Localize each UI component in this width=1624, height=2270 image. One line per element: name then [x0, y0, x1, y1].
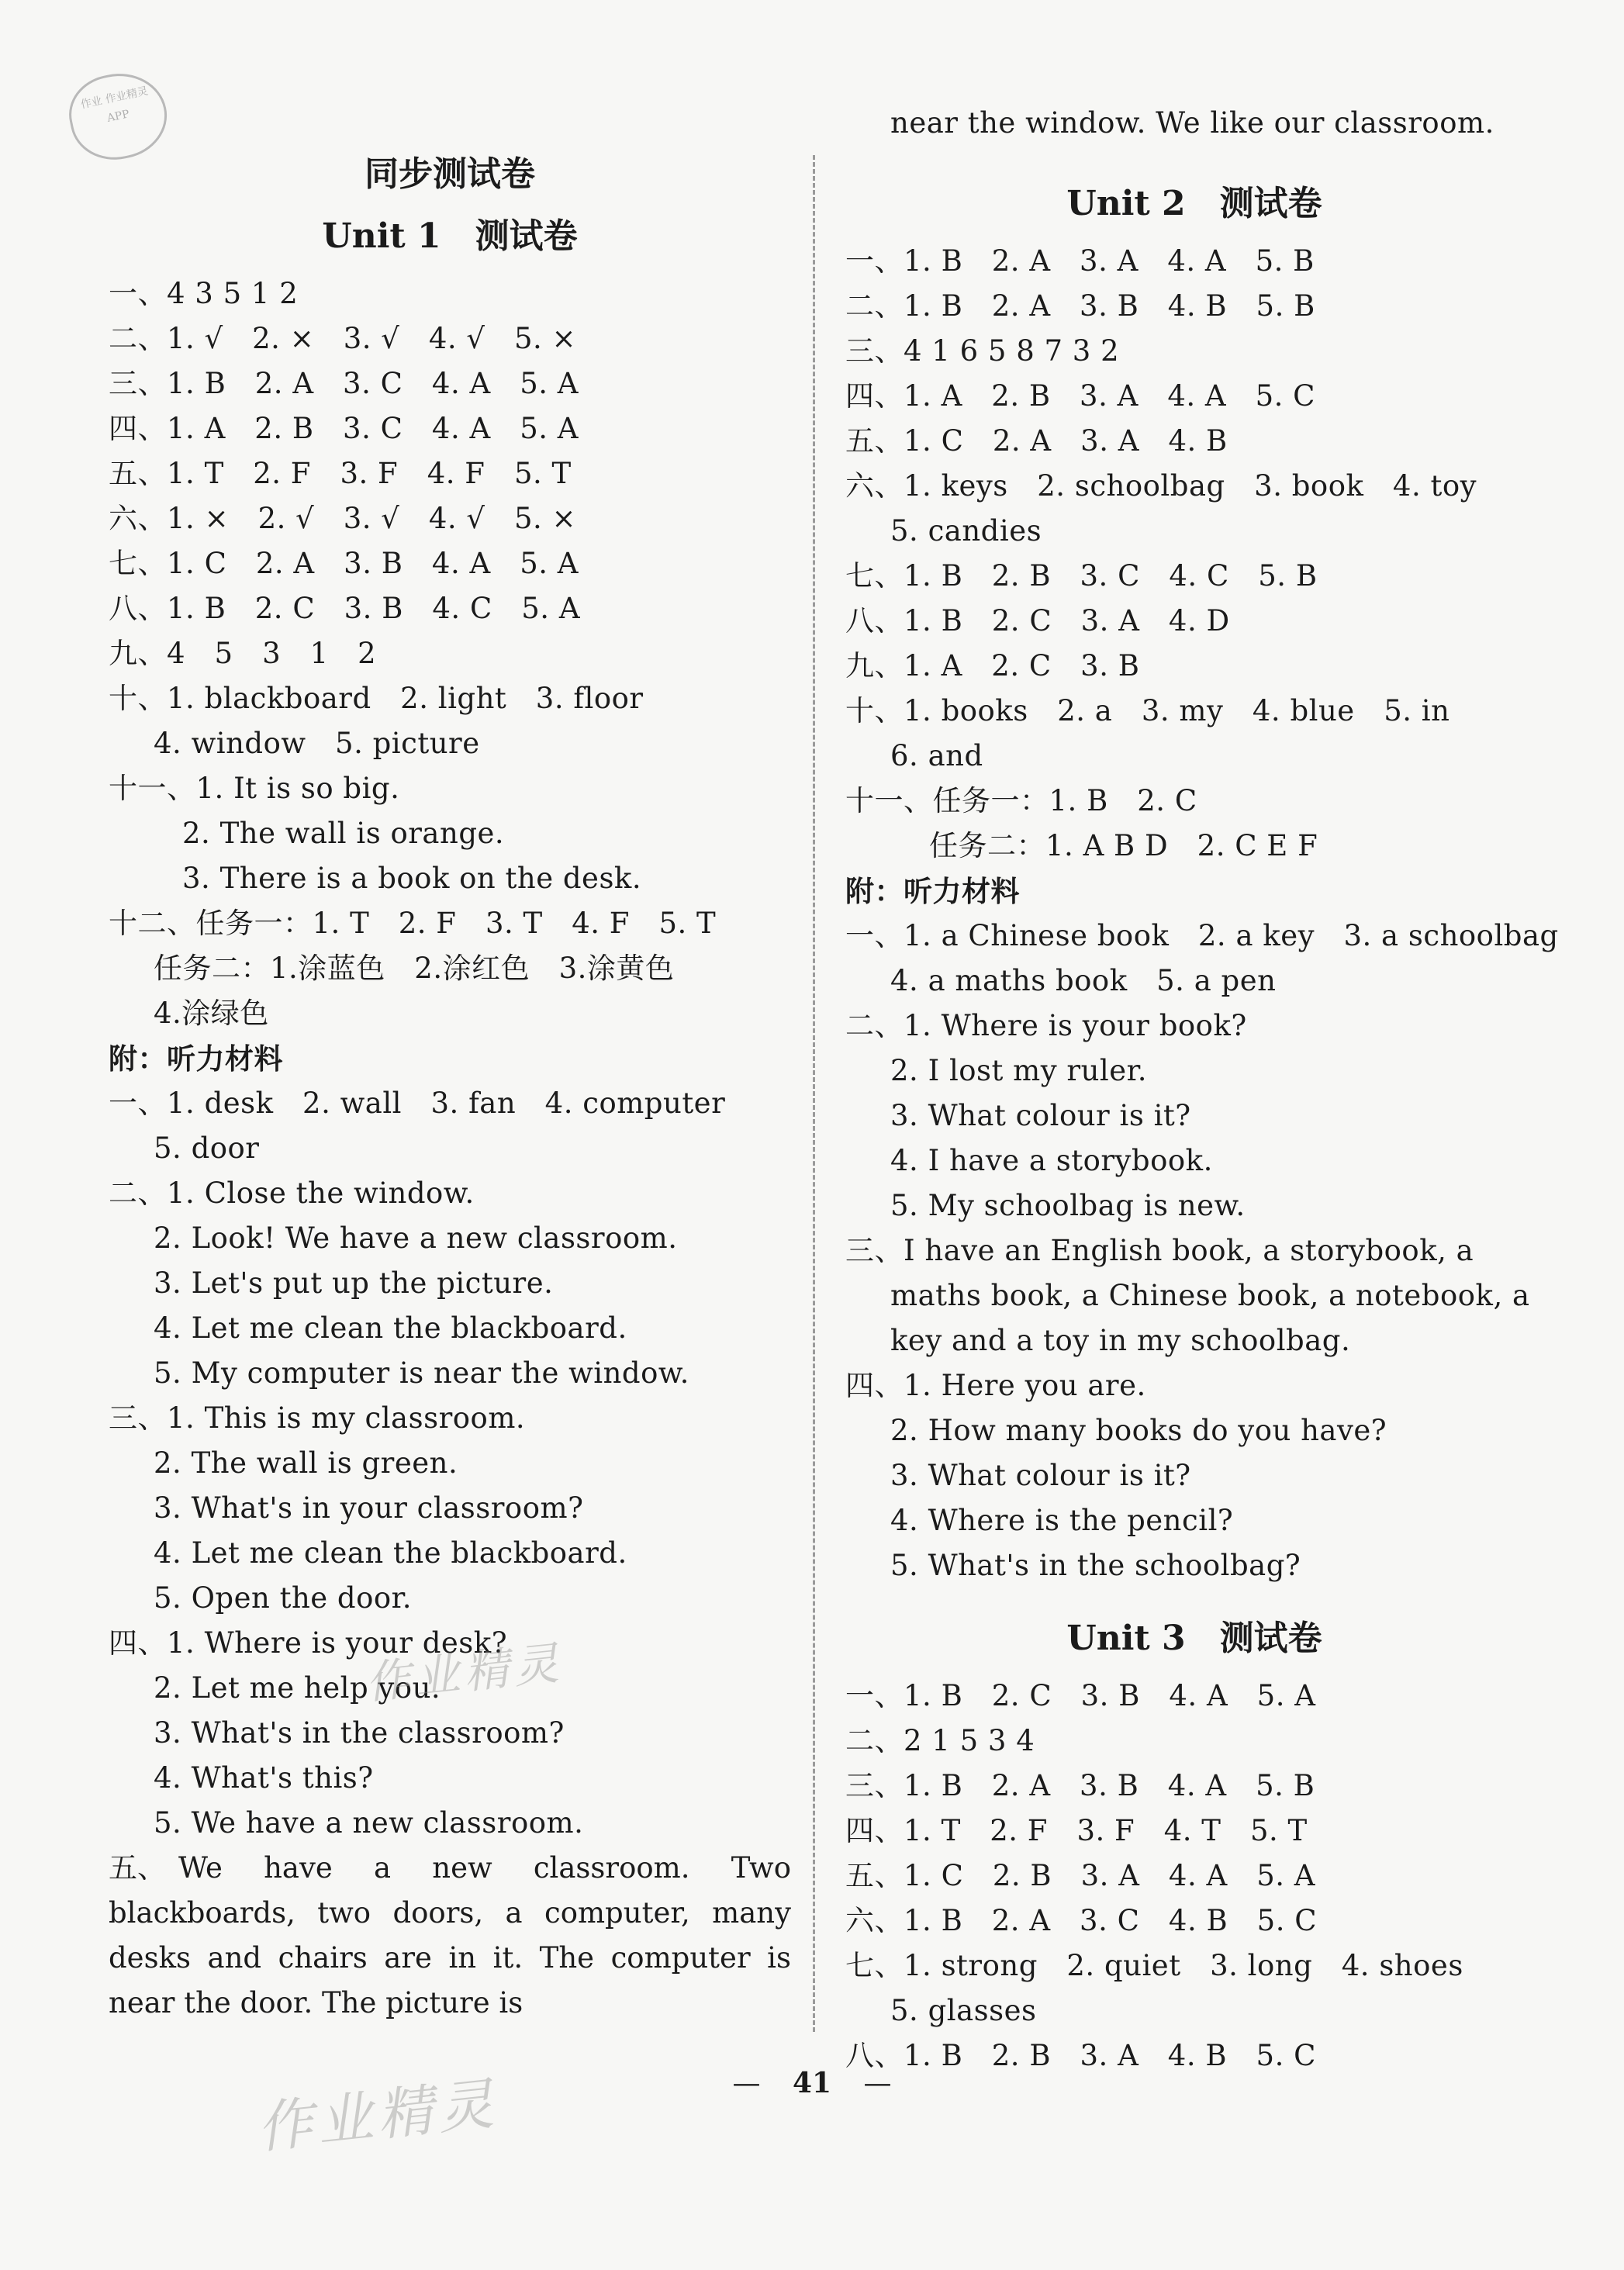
answer-line: 6. and [890, 739, 983, 772]
answer-line: 十一、1. It is so big. [109, 772, 400, 805]
answer-line: 任务二：1.涂蓝色 2.涂红色 3.涂黄色 [154, 952, 675, 985]
answer-line: 4. a maths book 5. a pen [890, 964, 1277, 997]
answer-line: 一、1. a Chinese book 2. a key 3. a schoolbag [845, 919, 1559, 952]
answer-line: 二、1. Close the window. [109, 1176, 475, 1210]
answer-line: 4. What's this? [154, 1761, 374, 1795]
answer-line: 3. Let's put up the picture. [154, 1266, 554, 1300]
answer-line: 5. door [154, 1132, 260, 1165]
answer-line: 2. Let me help you. [154, 1671, 441, 1705]
stamp-text: 作业 作业精灵 APP [79, 85, 150, 125]
answer-line: 八、1. B 2. C 3. B 4. C 5. A [109, 592, 581, 625]
answer-line: 五、1. C 2. B 3. A 4. A 5. A [845, 1859, 1315, 1892]
listening-material-heading: 附：听力材料 [109, 1042, 283, 1076]
answer-line: 二、2 1 5 3 4 [845, 1724, 1035, 1757]
answer-line: 2. The wall is orange. [182, 817, 505, 850]
passage-lead: 五、 [109, 1851, 166, 1885]
answer-line: 4. Let me clean the blackboard. [154, 1311, 627, 1345]
unit3-title: Unit 3 测试卷 [1066, 1619, 1322, 1658]
answer-line: 5. What's in the schoolbag? [890, 1549, 1301, 1582]
answer-line: 4. window 5. picture [154, 727, 480, 760]
unit2-title: Unit 2 测试卷 [1066, 184, 1322, 223]
answer-line: 十、1. books 2. a 3. my 4. blue 5. in [845, 694, 1450, 727]
answer-line: 十、1. blackboard 2. light 3. floor [109, 682, 644, 715]
answer-line: 七、1. C 2. A 3. B 4. A 5. A [109, 547, 579, 580]
page-number: 41 [792, 2067, 832, 2099]
answer-line: 十二、任务一：1. T 2. F 3. T 4. F 5. T [109, 907, 717, 940]
answer-line: 3. What colour is it? [890, 1099, 1191, 1132]
answer-line: 四、1. Here you are. [845, 1369, 1146, 1402]
passage-continuation: near the window. We like our classroom. [890, 106, 1494, 140]
answer-line: 七、1. B 2. B 3. C 4. C 5. B [845, 559, 1318, 593]
answer-line: 5. glasses [890, 1994, 1037, 2027]
answer-line: 5. We have a new classroom. [154, 1806, 584, 1840]
column-divider [813, 155, 815, 2032]
answer-line: 二、1. Where is your book? [845, 1009, 1247, 1042]
answer-line: 八、1. B 2. C 3. A 4. D [845, 604, 1230, 637]
answer-line: 六、1. keys 2. schoolbag 3. book 4. toy [845, 469, 1477, 503]
answer-line: 4. Let me clean the blackboard. [154, 1536, 627, 1570]
answer-line: 六、1. B 2. A 3. C 4. B 5. C [845, 1904, 1318, 1937]
listening-material-heading: 附：听力材料 [845, 874, 1020, 908]
answer-line: 3. What's in your classroom? [154, 1491, 584, 1525]
answer-line: 十一、任务一：1. B 2. C [845, 784, 1197, 817]
answer-line: 五、1. C 2. A 3. A 4. B [845, 424, 1228, 458]
answer-line: 一、4 3 5 1 2 [109, 277, 299, 310]
answer-line: 九、1. A 2. C 3. B [845, 649, 1140, 682]
answer-line: 5. My computer is near the window. [154, 1356, 689, 1390]
watermark: 作业精灵 [254, 2070, 502, 2161]
watermark: 作业精灵 [362, 1636, 566, 1710]
answer-line: 四、1. Where is your desk? [109, 1626, 508, 1660]
answer-line: 2. How many books do you have? [890, 1414, 1387, 1447]
answer-line: 一、1. desk 2. wall 3. fan 4. computer [109, 1087, 726, 1120]
answer-line: 2. The wall is green. [154, 1446, 458, 1480]
answer-line: 九、4 5 3 1 2 [109, 637, 377, 670]
answer-line: 4. I have a storybook. [890, 1144, 1213, 1177]
answer-line: 三、1. B 2. A 3. B 4. A 5. B [845, 1769, 1315, 1802]
answer-line: 五、1. T 2. F 3. F 4. F 5. T [109, 457, 572, 490]
answer-line: 六、1. × 2. √ 3. √ 4. √ 5. × [109, 502, 577, 535]
answer-line: 3. What's in the classroom? [154, 1716, 565, 1750]
unit1-title: Unit 1 测试卷 [322, 216, 578, 256]
passage-paragraph [109, 1846, 791, 2026]
answer-line: 三、1. B 2. A 3. C 4. A 5. A [109, 367, 579, 400]
answer-line: 二、1. √ 2. × 3. √ 4. √ 5. × [109, 322, 577, 355]
answer-line: 四、1. A 2. B 3. A 4. A 5. C [845, 379, 1315, 413]
answer-line: 5. candies [890, 514, 1042, 548]
answer-line: maths book, a Chinese book, a notebook, a [890, 1279, 1530, 1312]
answer-line: 任务二：1. A B D 2. C E F [929, 829, 1318, 862]
left-column [109, 147, 791, 2026]
answer-line: 七、1. strong 2. quiet 3. long 4. shoes [845, 1949, 1463, 1982]
answer-line: 四、1. T 2. F 3. F 4. T 5. T [845, 1814, 1308, 1847]
answer-line: 三、I have an English book, a storybook, a [845, 1234, 1474, 1267]
answer-line: 四、1. A 2. B 3. C 4. A 5. A [109, 412, 579, 445]
answer-line: 三、4 1 6 5 8 7 3 2 [845, 334, 1120, 368]
answer-line: 5. My schoolbag is new. [890, 1189, 1246, 1222]
right-column [845, 106, 1559, 2078]
passage-text: We have a new classroom. Two blackboards, two doors, a computer, many desks and chairs are in it. The computer is near the door. The picture is [109, 1851, 791, 2020]
section-title: 同步测试卷 [365, 154, 535, 194]
answer-line: 3. What colour is it? [890, 1459, 1191, 1492]
footer-dash-right: — [863, 2068, 892, 2099]
answer-line: 3. There is a book on the desk. [182, 862, 642, 895]
answer-line: 4.涂绿色 [154, 997, 269, 1030]
answer-line: 一、1. B 2. C 3. B 4. A 5. A [845, 1679, 1316, 1712]
answer-line: 八、1. B 2. B 3. A 4. B 5. C [845, 2039, 1316, 2072]
answer-line: 三、1. This is my classroom. [109, 1401, 526, 1435]
footer-dash-left: — [732, 2068, 761, 2099]
answer-line: 2. I lost my ruler. [890, 1054, 1148, 1087]
answer-line: 4. Where is the pencil? [890, 1504, 1234, 1537]
page-footer [0, 2067, 1624, 2099]
answer-line: 2. Look! We have a new classroom. [154, 1221, 678, 1255]
answer-line: 二、1. B 2. A 3. B 4. B 5. B [845, 289, 1315, 323]
answer-line: 5. Open the door. [154, 1581, 413, 1615]
answer-line: 一、1. B 2. A 3. A 4. A 5. B [845, 244, 1315, 278]
answer-line: key and a toy in my schoolbag. [890, 1324, 1351, 1357]
